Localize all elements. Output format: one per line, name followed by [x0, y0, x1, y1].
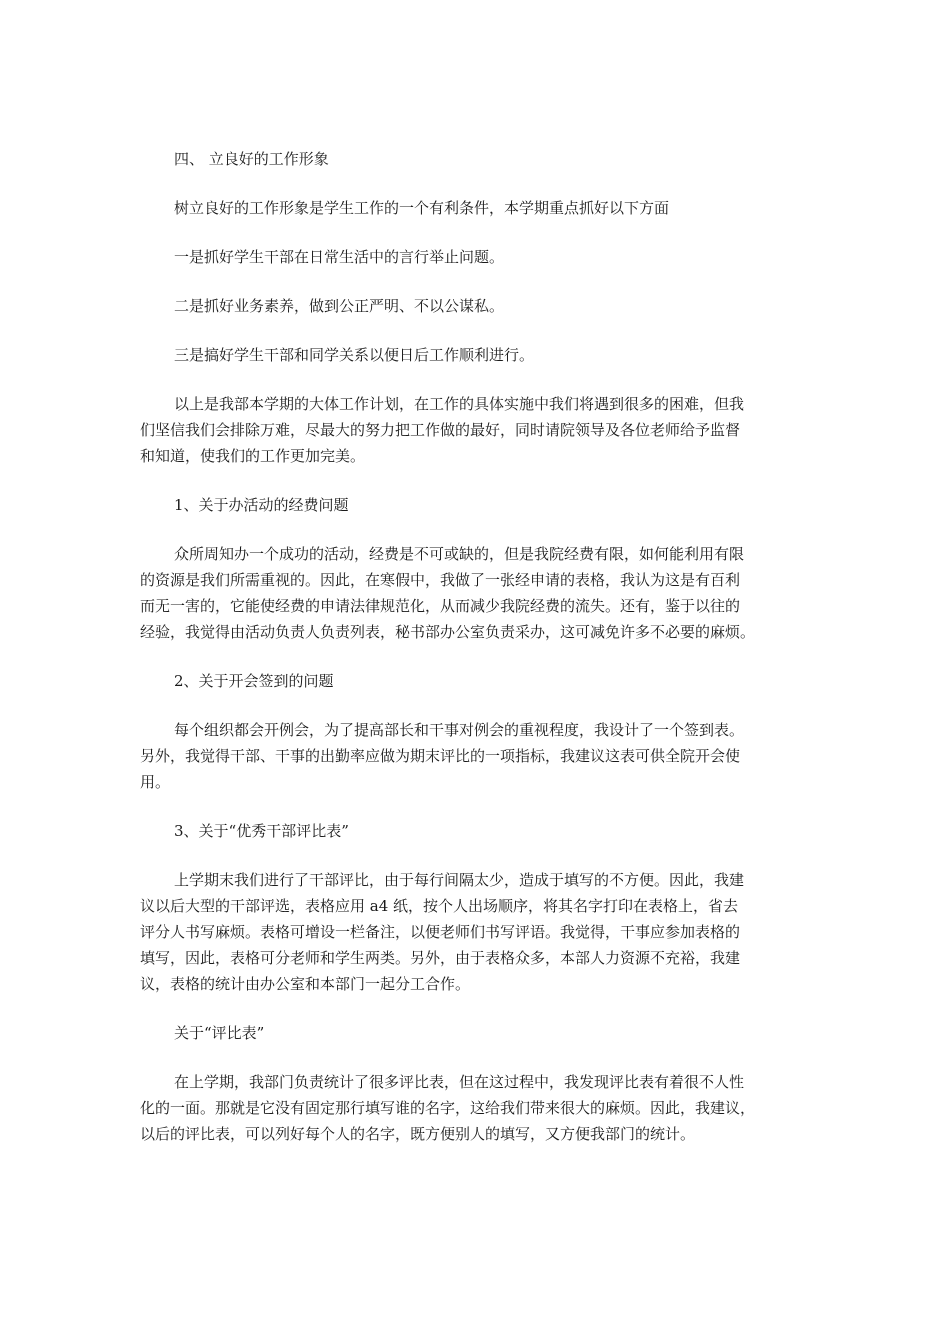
- document-body: [140, 146, 820, 1147]
- paragraph-summary: [140, 391, 820, 469]
- section-heading-rating: 关于“评比表”: [174, 1024, 265, 1042]
- rating-line: 化的一面。那就是它没有固定那行填写谁的名字，这给我们带来很大的麻烦。因此，我建议，: [140, 1099, 756, 1117]
- section-heading-image: 四、 立良好的工作形象: [174, 150, 329, 168]
- excellent-line: 上学期末我们进行了干部评比，由于每行间隔太少，造成于填写的不方便。因此，我建: [174, 871, 745, 889]
- signin-line: 每个组织都会开例会，为了提高部长和干事对例会的重视程度，我设计了一个签到表。: [174, 721, 745, 739]
- section-heading-signin: 2、关于开会签到的问题: [174, 672, 334, 690]
- funding-line: 经验，我觉得由活动负责人负责列表，秘书部办公室负责采办，这可减免许多不必要的麻烦。: [140, 623, 756, 641]
- excellent-line: 议，表格的统计由办公室和本部门一起分工合作。: [140, 975, 471, 993]
- excellent-line: 填写，因此，表格可分老师和学生两类。另外，由于表格众多，本部人力资源不充裕，我建: [140, 949, 741, 967]
- excellent-line: 议以后大型的干部评选，表格应用 a4 纸，按个人出场顺序，将其名字打印在表格上，省去: [140, 897, 739, 915]
- paragraph-funding: [140, 541, 820, 645]
- summary-line: 们坚信我们会排除万难，尽最大的努力把工作做的最好，同时请院领导及各位老师给予监督: [140, 421, 741, 439]
- paragraph-rating: [140, 1069, 820, 1147]
- section-heading-excellent: 3、关于“优秀干部评比表”: [174, 822, 349, 840]
- summary-line: 和知道，使我们的工作更加完美。: [140, 447, 366, 465]
- paragraph-signin: [140, 717, 820, 795]
- summary-line: 以上是我部本学期的大体工作计划，在工作的具体实施中我们将遇到很多的困难，但我: [174, 395, 745, 413]
- paragraph-image-intro: 树立良好的工作形象是学生工作的一个有利条件，本学期重点抓好以下方面: [174, 199, 670, 217]
- paragraph-point-3: 三是搞好学生干部和同学关系以便日后工作顺利进行。: [174, 346, 535, 364]
- rating-line: 以后的评比表，可以列好每个人的名字，既方便别人的填写，又方便我部门的统计。: [140, 1125, 696, 1143]
- paragraph-excellent: [140, 867, 820, 997]
- signin-line: 另外，我觉得干部、干事的出勤率应做为期末评比的一项指标，我建议这表可供全院开会使: [140, 747, 741, 765]
- excellent-line: 评分人书写麻烦。表格可增设一栏备注，以便老师们书写评语。我觉得，干事应参加表格的: [140, 923, 741, 941]
- paragraph-point-2: 二是抓好业务素养，做到公正严明、不以公谋私。: [174, 297, 505, 315]
- funding-line: 而无一害的，它能使经费的申请法律规范化，从而减少我院经费的流失。还有，鉴于以往的: [140, 597, 741, 615]
- funding-line: 的资源是我们所需重视的。因此，在寒假中，我做了一张经申请的表格，我认为这是有百利: [140, 571, 741, 589]
- funding-line: 众所周知办一个成功的活动，经费是不可或缺的，但是我院经费有限，如何能利用有限: [174, 545, 745, 563]
- rating-line: 在上学期，我部门负责统计了很多评比表，但在这过程中，我发现评比表有着很不人性: [174, 1073, 745, 1091]
- paragraph-point-1: 一是抓好学生干部在日常生活中的言行举止问题。: [174, 248, 505, 266]
- signin-line: 用。: [140, 773, 171, 791]
- section-heading-funding: 1、关于办活动的经费问题: [174, 496, 349, 514]
